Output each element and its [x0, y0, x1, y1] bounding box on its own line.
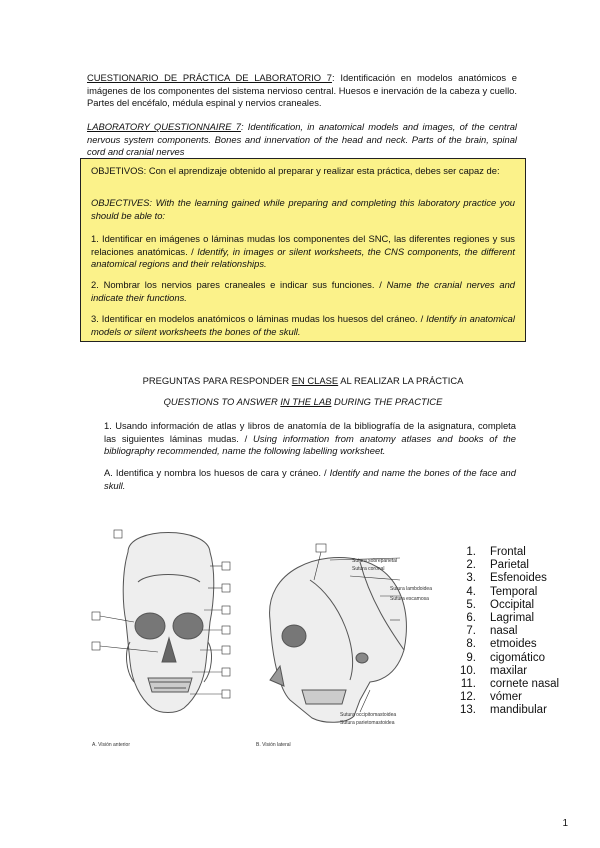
legend-item: 2. Parietal — [466, 559, 529, 572]
bone-legend — [438, 546, 559, 718]
objectives-box — [80, 158, 526, 342]
legend-item: 11. cornete nasal — [460, 678, 560, 691]
skull-anterior-figure — [88, 522, 248, 740]
questionnaire-title-es: CUESTIONARIO DE PRÁCTICA DE LABORATORIO 7 — [87, 72, 333, 83]
objective-item-1 — [91, 233, 515, 271]
caption-lateral: B. Visión lateral — [256, 742, 291, 748]
legend-item: 3. Esfenoides — [466, 572, 547, 585]
question-a: A. Identifica y nombra los huesos de cara y cráneo. / Identify and name the bones of the face and skull. — [104, 467, 516, 491]
objective-item-3 — [91, 313, 515, 338]
objective-3-es: 3. Identificar en modelos anatómicos o láminas mudas los huesos del cráneo. / — [91, 313, 424, 324]
legend-item: 1. Frontal — [466, 546, 526, 558]
lateral-label-3: Sutura lambdoidea — [390, 586, 432, 592]
header-en-text: : Identification, in anatomical models and images, of the central nervous system components. Bones and innervation of the head and neck. Parts of the brain, spinal cord and cranial nerves — [87, 121, 518, 158]
objective-3-en: Identify in anatomical models or silent worksheets the bones of the skull. — [91, 313, 515, 337]
legend-item: 10. maxilar — [460, 664, 528, 677]
legend-item: 5. Occipital — [466, 598, 535, 611]
skull-lateral-figure — [250, 540, 416, 740]
legend-item: 13. mandibular — [460, 704, 547, 717]
header-es-text: : Identificación en modelos anatómicos e imágenes de los componentes del sistema nervioso central. Huesos e inervación de la cabeza y cuello. Partes del encéfalo, médula espinal y nervios craneales. — [87, 72, 518, 109]
questions-heading-en: QUESTIONS TO ANSWER IN THE LAB DURING THE PRACTICE — [163, 396, 443, 407]
legend-item: 4. Temporal — [466, 585, 538, 598]
objectives-es: OBJETIVOS: Con el aprendizaje obtenido al preparar y realizar esta práctica, debes ser capaz de: — [91, 165, 500, 176]
legend-item: 9. cigomático — [466, 651, 545, 664]
lateral-label-1: Sutura sobreparietal — [352, 558, 398, 564]
legend-item: 7. nasal — [466, 625, 518, 638]
objective-item-2 — [91, 279, 515, 304]
lateral-label-5: Sutura occipitomastoidea — [340, 712, 397, 718]
lateral-label-6: Sutura parietomastoidea — [340, 720, 395, 726]
caption-anterior: A. Visión anterior — [92, 742, 130, 748]
legend-item: 12. vómer — [460, 691, 522, 704]
objective-1-es: 1. Identificar en imágenes o láminas mudas los componentes del SNC, las diferentes regiones y sus relaciones anatómicas. / — [91, 233, 515, 257]
lateral-label-2: Sutura coronal — [352, 566, 385, 572]
page-number: 1 — [562, 818, 568, 829]
objective-2-es: 2. Nombrar los nervios pares craneales e indicar sus funciones. / — [91, 279, 382, 290]
header-english — [87, 121, 517, 159]
question-1: 1. Usando información de atlas y libros de anatomía de la bibliografía de la asignatura, completa las siguientes láminas mudas. / Using information from anatomy atlases and books of the bibliography recommended, name the following labelling worksheet. — [104, 420, 516, 457]
legend-item: 6. Lagrimal — [466, 612, 535, 625]
objectives-en: OBJECTIVES: With the learning gained while preparing and completing this laboratory practice you should be able to: — [91, 197, 515, 221]
questionnaire-title-en: LABORATORY QUESTIONNAIRE 7 — [87, 121, 241, 132]
lateral-label-4: Sutura escamosa — [390, 596, 429, 602]
legend-item: 8. etmoides — [466, 638, 537, 651]
objective-1-en: Identify, in images or silent worksheets, the CNS components, the different anatomical regions and their relationships. — [91, 245, 515, 270]
objective-2-en: Name the cranial nerves and indicate their functions. — [91, 279, 515, 303]
questions-heading-es: PREGUNTAS PARA RESPONDER EN CLASE AL REALIZAR LA PRÁCTICA — [142, 375, 464, 386]
header-spanish — [87, 72, 517, 110]
